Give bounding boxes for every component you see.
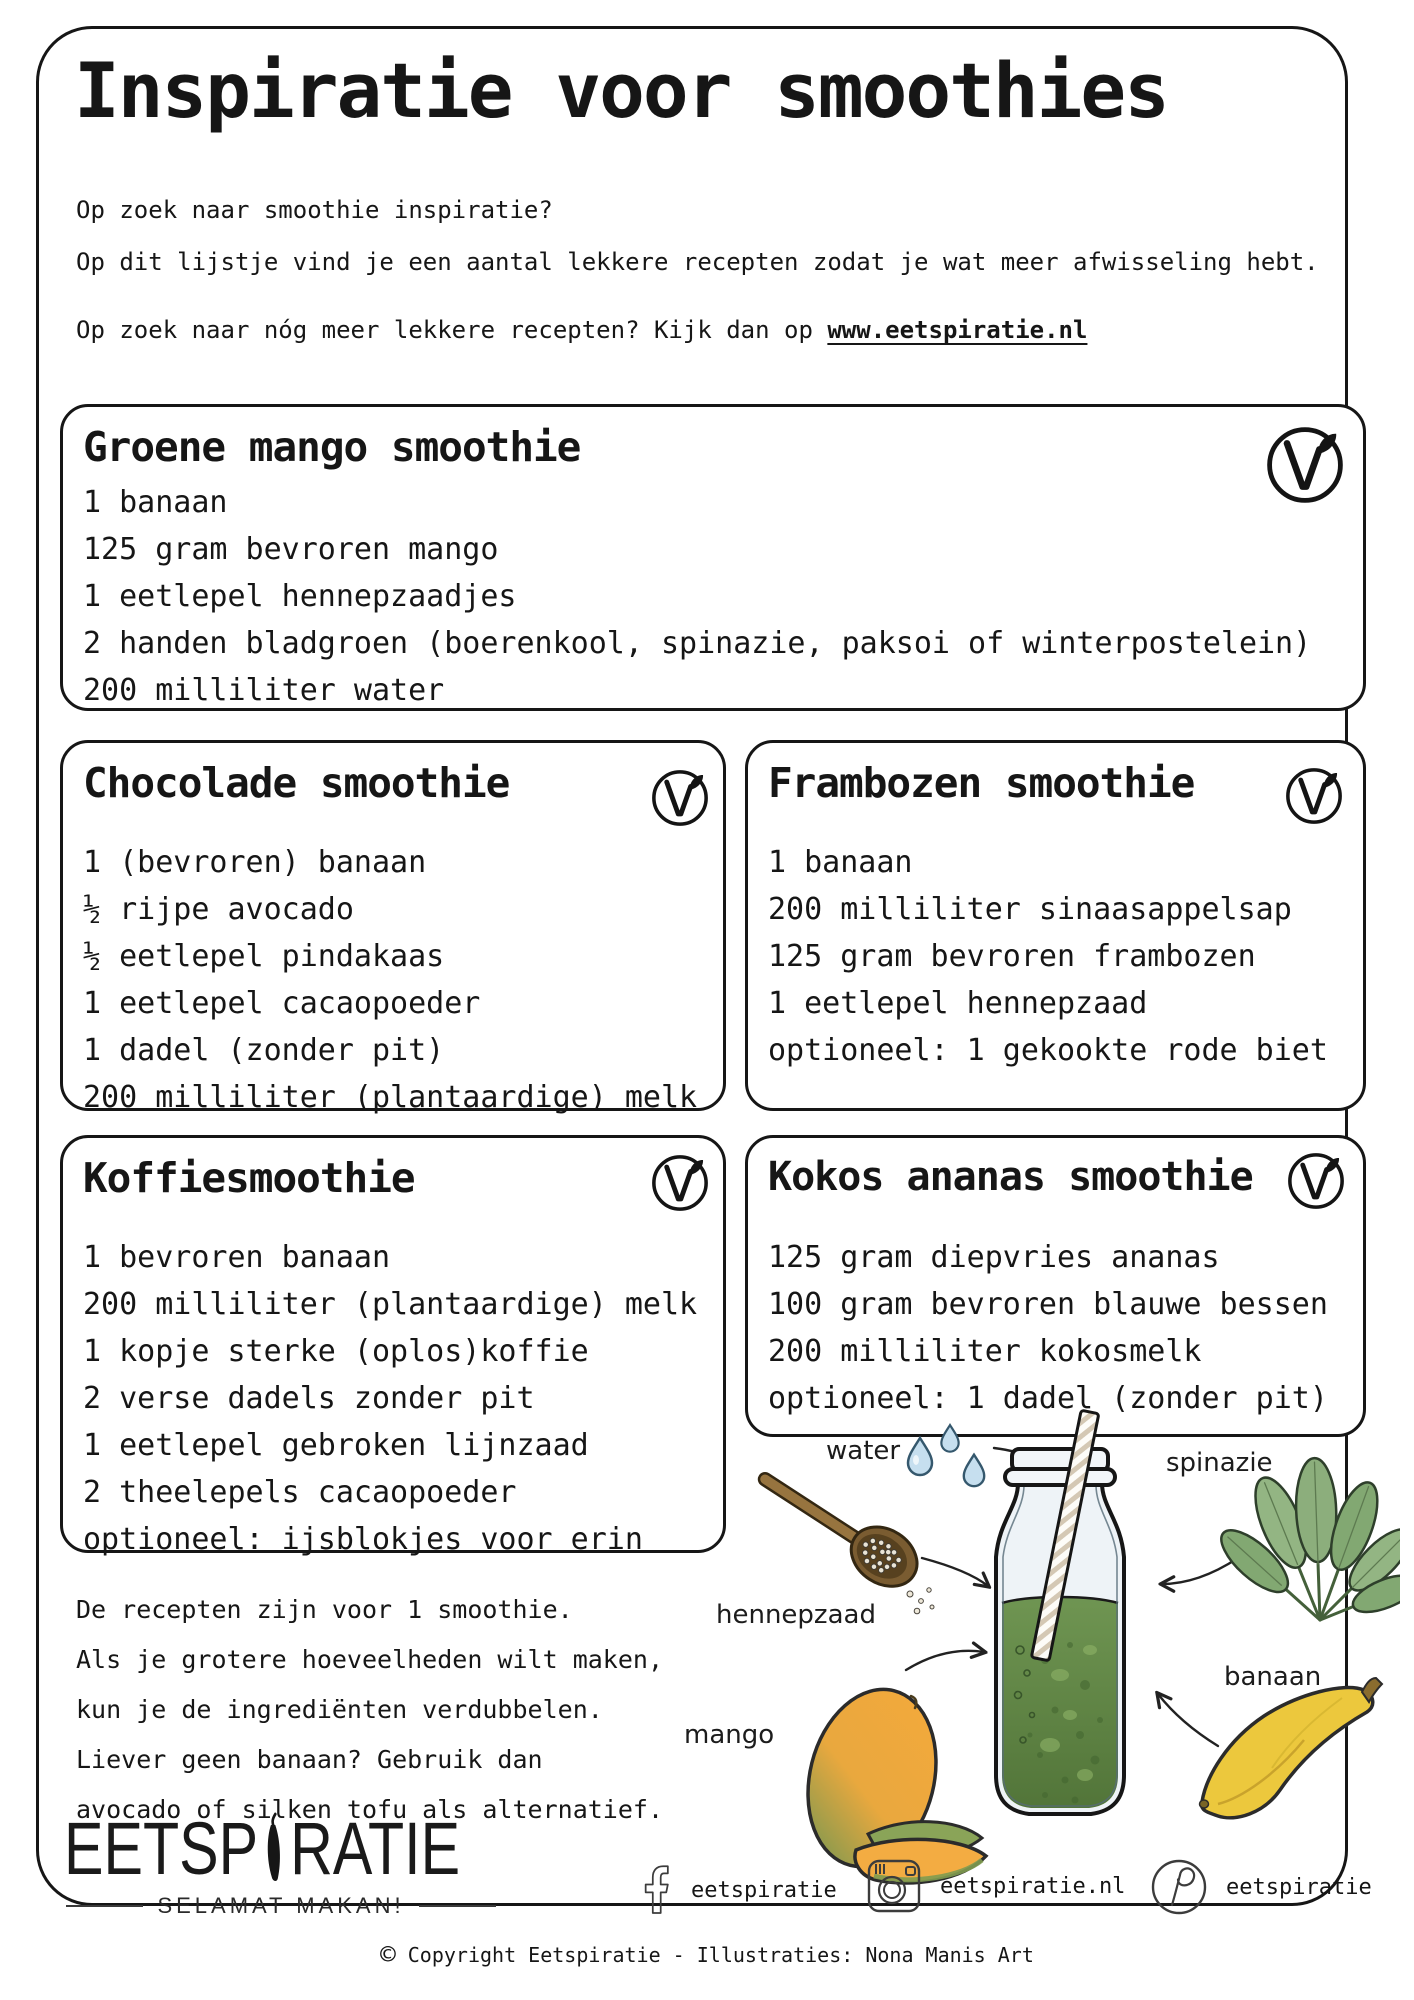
ingredient-list (83, 839, 697, 1121)
tagline-text: SELAMAT MAKAN! (157, 1893, 405, 1918)
tagline-rule-left (66, 1905, 143, 1907)
text-line: 200 milliliter water (83, 673, 445, 708)
tagline-rule-right (419, 1905, 496, 1907)
logo-tagline (66, 1893, 496, 1919)
text-line: optioneel: 1 gekookte rode biet (768, 1033, 1328, 1068)
text-line: 1 banaan (83, 485, 228, 520)
pinterest-icon (1150, 1858, 1208, 1916)
logo-word-start: EETSP (64, 1807, 259, 1890)
recipe-card-kokos-ananas (745, 1135, 1366, 1437)
text-line: 1 (bevroren) banaan (83, 845, 427, 880)
text-line: 200 milliliter (plantaardige) melk (83, 1287, 698, 1322)
recipe-title: Kokos ananas smoothie (768, 1154, 1253, 1200)
text-line: optioneel: 1 dadel (zonder pit) (768, 1381, 1328, 1416)
serving-note (76, 1585, 663, 1835)
text-line: 200 milliliter kokosmelk (768, 1334, 1202, 1369)
text-line: 1 kopje sterke (oplos)koffie (83, 1334, 589, 1369)
hennepzaad-arrow (922, 1558, 988, 1586)
text-line: 125 gram bevroren mango (83, 532, 499, 567)
smoothie-bottle-icon (996, 1410, 1124, 1814)
social-handle: eetspiratie (1226, 1874, 1372, 1900)
copyright-icon: © (380, 1940, 396, 1970)
text-line: Liever geen banaan? Gebruik dan (76, 1745, 543, 1774)
text-line: ½ rijpe avocado (83, 892, 354, 927)
spinazie-arrow (1162, 1558, 1238, 1584)
recipe-card-chocolade (60, 740, 726, 1115)
facebook-icon (633, 1858, 671, 1922)
eetspiratie-logo (64, 1807, 461, 1890)
banaan-label: banaan (1224, 1662, 1322, 1692)
page-title: Inspiratie voor smoothies (74, 46, 1168, 135)
smoothie-illustration (620, 1408, 1400, 1890)
text-line: 100 gram bevroren blauwe bessen (768, 1287, 1328, 1322)
social-handle: eetspiratie.nl (940, 1873, 1126, 1899)
text-line: Als je grotere hoeveelheden wilt maken, (76, 1645, 663, 1674)
vegan-icon (1283, 765, 1345, 827)
instagram-icon (866, 1858, 922, 1914)
social-facebook[interactable] (633, 1858, 837, 1922)
text-line: De recepten zijn voor 1 smoothie. (76, 1595, 573, 1624)
mango-arrow (906, 1651, 984, 1670)
intro-line-3 (76, 316, 1087, 344)
recipe-card-groene-mango (60, 404, 1366, 711)
text-line: 200 milliliter sinaasappelsap (768, 892, 1292, 927)
recipe-title: Frambozen smoothie (768, 759, 1195, 807)
intro-more-text: Op zoek naar nóg meer lekkere recepten? Kijk dan op (76, 316, 828, 344)
water-drops-icon (908, 1425, 984, 1486)
text-line: 1 eetlepel hennepzaad (768, 986, 1148, 1021)
ingredient-list (83, 479, 1311, 714)
text-line: kun je de ingrediënten verdubbelen. (76, 1695, 603, 1724)
ingredient-list (83, 1234, 697, 1563)
text-line: avocado of silken tofu als alternatief. (76, 1795, 663, 1824)
copyright-line (380, 1942, 1034, 1968)
text-line: 1 eetlepel hennepzaadjes (83, 579, 517, 614)
website-link[interactable]: www.eetspiratie.nl (827, 316, 1088, 344)
text-line: 2 theelepels cacaopoeder (83, 1475, 517, 1510)
banaan-arrow (1158, 1694, 1218, 1746)
mango-label: mango (684, 1720, 775, 1750)
vegan-icon (649, 1152, 711, 1214)
logo-word-end: RATIE (290, 1807, 461, 1890)
mango-icon (790, 1676, 986, 1883)
hennepzaad-label: hennepzaad (716, 1600, 876, 1630)
recipe-title: Groene mango smoothie (83, 423, 581, 471)
chili-pepper-icon (262, 1812, 286, 1888)
social-handle: eetspiratie (691, 1877, 837, 1903)
text-line: optioneel: ijsblokjes voor erin (83, 1522, 643, 1557)
text-line: ½ eetlepel pindakaas (83, 939, 445, 974)
social-instagram[interactable] (866, 1858, 1125, 1914)
text-line: 125 gram bevroren frambozen (768, 939, 1256, 974)
text-line: 1 dadel (zonder pit) (83, 1033, 445, 1068)
recipe-title: Chocolade smoothie (83, 759, 510, 807)
text-line: 2 verse dadels zonder pit (83, 1381, 535, 1416)
hennepzaad-spoon-icon (745, 1453, 934, 1613)
ingredient-list (768, 839, 1328, 1074)
spinazie-label: spinazie (1166, 1448, 1273, 1478)
recipe-card-frambozen (745, 740, 1366, 1111)
text-line: 2 handen bladgroen (boerenkool, spinazie, paksoi of winterpostelein) (83, 626, 1312, 661)
vegan-icon (1285, 1150, 1347, 1212)
text-line: 125 gram diepvries ananas (768, 1240, 1220, 1275)
text-line: 1 bevroren banaan (83, 1240, 391, 1275)
water-label: water (826, 1436, 901, 1466)
text-line: 1 eetlepel cacaopoeder (83, 986, 481, 1021)
intro-line-2: Op dit lijstje vind je een aantal lekkere recepten zodat je wat meer afwisseling hebt. (76, 248, 1319, 276)
banaan-icon (1200, 1678, 1383, 1818)
recipe-title: Koffiesmoothie (83, 1154, 415, 1202)
ingredient-list (768, 1234, 1328, 1422)
vegan-icon (649, 767, 711, 829)
copyright-text: Copyright Eetspiratie - Illustraties: Nona Manis Art (407, 1943, 1034, 1967)
social-pinterest[interactable] (1150, 1858, 1372, 1916)
spinazie-leaves-icon (1212, 1457, 1400, 1633)
text-line: 200 milliliter (plantaardige) melk (83, 1080, 698, 1115)
text-line: 1 banaan (768, 845, 913, 880)
text-line: 1 eetlepel gebroken lijnzaad (83, 1428, 589, 1463)
intro-line-1: Op zoek naar smoothie inspiratie? (76, 196, 553, 224)
